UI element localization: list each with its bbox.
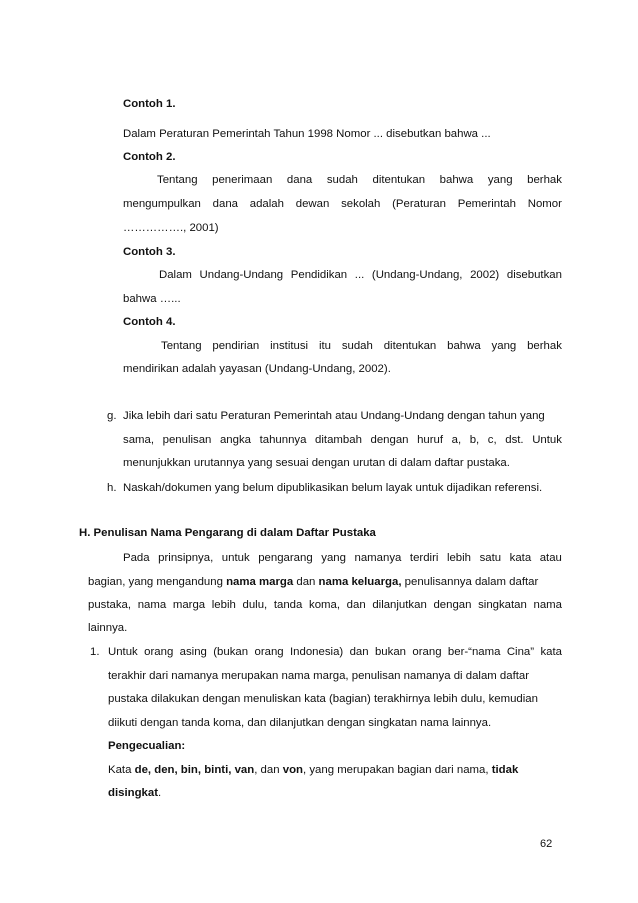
example-4-line-1	[161, 339, 562, 353]
word: satu	[479, 552, 502, 564]
word: ber-“nama	[447, 646, 501, 658]
word: tahunnya	[259, 434, 307, 446]
word: tanda	[273, 599, 303, 611]
item-h-marker: h.	[107, 482, 117, 494]
word: 2002)	[470, 269, 500, 281]
exception-line-2	[108, 786, 161, 800]
section-heading: H. Penulisan Nama Pengarang di dalam Daftar Pustaka	[79, 527, 376, 539]
example-2-title: Contoh 2.	[123, 151, 176, 163]
term-tidak: tidak	[491, 764, 519, 776]
word: c,	[487, 434, 497, 446]
word: Undang-Undang	[199, 269, 284, 281]
word: Dalam	[159, 269, 192, 281]
word: Pendidikan	[290, 269, 348, 281]
word: Tentang	[157, 174, 198, 186]
exception-line-1	[108, 763, 518, 777]
word: ditambah	[315, 434, 362, 446]
word: sekolah	[341, 198, 381, 210]
particle-list: de, den, bin, binti, van	[134, 764, 255, 776]
item-g-line-1: Jika lebih dari satu Peraturan Pemerintah atau Undang-Undang dengan tahun yang	[123, 410, 545, 422]
word: sudah	[326, 174, 358, 186]
word: penulisan	[162, 434, 212, 446]
word: ...	[354, 269, 365, 281]
word: Cina”	[506, 646, 535, 658]
word: bahwa	[447, 340, 481, 352]
word: nama	[533, 599, 562, 611]
word: yang	[321, 552, 346, 564]
numbered-item-1-line-4: diikuti dengan tanda koma, dan dilanjutkan dengan singkatan nama lainnya.	[108, 717, 492, 729]
word: bukan	[374, 646, 407, 658]
word: prinsipnya,	[158, 552, 214, 564]
word: dst.	[505, 434, 524, 446]
text-segment: , dan	[254, 764, 280, 776]
word: nama	[137, 599, 167, 611]
word: dulu,	[242, 599, 268, 611]
section-paragraph-line-1	[123, 551, 562, 565]
numbered-item-1-line-3: pustaka dilakukan dengan menuliskan kata (bagian) terakhirnya lebih dulu, kemudian	[108, 693, 538, 705]
example-3-title: Contoh 3.	[123, 246, 176, 258]
example-2-line-2	[123, 197, 562, 211]
word: Tentang	[161, 340, 202, 352]
word: yang	[491, 340, 517, 352]
item-h-line-1: Naskah/dokumen yang belum dipublikasikan belum layak untuk dijadikan referensi.	[123, 482, 543, 494]
word: singkatan	[478, 599, 527, 611]
word: berhak	[527, 340, 562, 352]
example-2-line-3: ……………., 2001)	[123, 222, 219, 234]
word: berhak	[527, 174, 562, 186]
word: kata	[540, 646, 562, 658]
example-4-title: Contoh 4.	[123, 316, 176, 328]
word: orang	[412, 646, 442, 658]
word: marga	[172, 599, 206, 611]
word: dan	[349, 646, 369, 658]
text-segment: dan	[296, 576, 316, 588]
word: Indonesia)	[290, 646, 344, 658]
word: dana	[212, 198, 238, 210]
term-nama-keluarga: nama keluarga,	[318, 576, 402, 588]
example-1-title: Contoh 1.	[123, 98, 176, 110]
word: untuk	[221, 552, 250, 564]
numbered-item-1-marker: 1.	[90, 646, 100, 658]
word: (Undang-Undang,	[371, 269, 463, 281]
word: lebih	[446, 552, 472, 564]
word: Nomor	[527, 198, 562, 210]
word: namanya	[354, 552, 402, 564]
section-paragraph-line-3	[88, 598, 562, 612]
word: asing	[179, 646, 207, 658]
word: ditentukan	[383, 340, 437, 352]
word: institusi	[270, 340, 309, 352]
word: huruf	[417, 434, 444, 446]
word: pengarang	[258, 552, 313, 564]
page-number: 62	[540, 838, 553, 850]
text-segment: bagian, yang mengandung	[88, 576, 223, 588]
word: disebutkan	[506, 269, 562, 281]
item-g-marker: g.	[107, 410, 117, 422]
word: dilanjutkan	[372, 599, 427, 611]
word: dan	[346, 599, 366, 611]
word: lebih	[211, 599, 236, 611]
section-paragraph-line-4: lainnya.	[88, 622, 128, 634]
word: orang	[254, 646, 284, 658]
word: ditentukan	[372, 174, 426, 186]
word: Untuk	[532, 434, 562, 446]
word: koma,	[309, 599, 341, 611]
word: mengumpulkan	[123, 198, 201, 210]
word: Pemerintah	[457, 198, 516, 210]
example-3-line-1	[159, 268, 562, 282]
word: penerimaan	[212, 174, 273, 186]
word: bahwa	[439, 174, 474, 186]
text-segment: Kata	[108, 764, 132, 776]
word: sama,	[123, 434, 155, 446]
word: angka	[219, 434, 252, 446]
example-3-line-2: bahwa …...	[123, 293, 181, 305]
term-nama-marga: nama marga	[226, 576, 294, 588]
exception-title: Pengecualian:	[108, 740, 186, 752]
word: adalah	[249, 198, 284, 210]
particle-von: von	[282, 764, 303, 776]
word: (bukan	[213, 646, 249, 658]
example-1-text: Dalam Peraturan Pemerintah Tahun 1998 Nomor ... disebutkan bahwa ...	[123, 128, 491, 140]
word: orang	[144, 646, 174, 658]
word: itu	[318, 340, 331, 352]
word: pendirian	[212, 340, 260, 352]
word: dewan	[295, 198, 330, 210]
example-4-line-2: mendirikan adalah yayasan (Undang-Undang, 2002).	[123, 363, 391, 375]
item-g-line-2	[123, 433, 562, 447]
word: sudah	[341, 340, 373, 352]
word: dengan	[370, 434, 409, 446]
word: atau	[539, 552, 562, 564]
word: Pada	[123, 552, 150, 564]
numbered-item-1-line-2: terakhir dari namanya merupakan nama marga, penulisan namanya di dalam daftar	[108, 670, 530, 682]
text-segment: , yang merupakan bagian dari nama,	[303, 764, 489, 776]
word: dana	[286, 174, 313, 186]
word: yang	[487, 174, 513, 186]
numbered-item-1-line-1	[108, 645, 562, 659]
text-segment: .	[158, 787, 162, 799]
text-segment: penulisannya dalam daftar	[404, 576, 539, 588]
word: Untuk	[108, 646, 138, 658]
term-disingkat: disingkat	[108, 787, 159, 799]
example-2-line-1	[157, 173, 562, 187]
word: kata	[509, 552, 532, 564]
word: pustaka,	[88, 599, 132, 611]
word: (Peraturan	[392, 198, 446, 210]
word: b,	[469, 434, 480, 446]
section-paragraph-line-2	[88, 575, 538, 589]
word: terdiri	[409, 552, 439, 564]
word: dengan	[433, 599, 472, 611]
item-g-line-3: menunjukkan urutannya yang sesuai dengan urutan di dalam daftar pustaka.	[123, 457, 510, 469]
word: a,	[451, 434, 462, 446]
